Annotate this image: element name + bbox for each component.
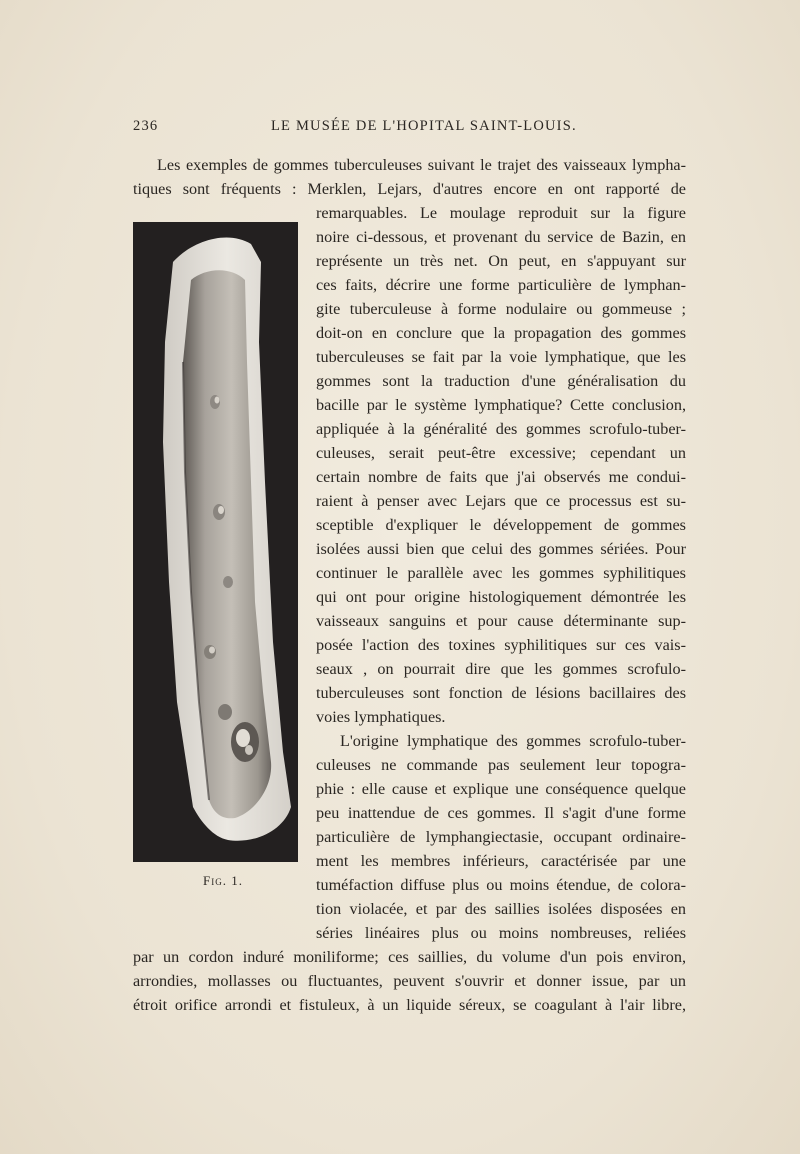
text-line: particulière de lymphangiectasie, occupant ordinaire-: [316, 828, 686, 846]
text-line: représente un très net. On peut, en s'appuyant sur: [316, 252, 686, 270]
text-line: tiques sont fréquents : Merklen, Lejars, d'autres encore en ont rapporté de: [133, 180, 686, 198]
text-line: séries linéaires plus ou moins nombreuses, reliées: [316, 924, 686, 942]
text-line: tuméfaction diffuse plus ou moins étendue, de colora-: [316, 876, 686, 894]
running-head: LE MUSÉE DE L'HOPITAL SAINT-LOUIS.: [271, 118, 577, 134]
text-line: culeuses ne commande pas seulement leur topogra-: [316, 756, 686, 774]
text-line: culeuses, serait peut-être excessive; cependant un: [316, 444, 686, 462]
text-line: ces faits, décrire une forme particulière de lymphan-: [316, 276, 686, 294]
text-line: arrondies, mollasses ou fluctuantes, peuvent s'ouvrir et donner issue, par un: [133, 972, 686, 990]
page-number: 236: [133, 118, 159, 134]
text-line: tuberculeuses sont fonction de lésions bacillaires des: [316, 684, 686, 702]
text-line: remarquables. Le moulage reproduit sur la figure: [316, 204, 686, 222]
text-line: qui ont pour origine histologiquement démontrée les: [316, 588, 686, 606]
text-line: étroit orifice arrondi et fistuleux, à un liquide séreux, se coagulant à l'air libre,: [133, 996, 686, 1014]
text-line: posée l'action des toxines syphilitiques sur ces vais-: [316, 636, 686, 654]
text-line: tion violacée, et par des saillies isolées disposées en: [316, 900, 686, 918]
text-line: L'origine lymphatique des gommes scrofulo-tuber-: [340, 732, 686, 750]
text-line: phie : elle cause et explique une conséquence quelque: [316, 780, 686, 798]
text-line: bacille par le système lymphatique? Cette conclusion,: [316, 396, 686, 414]
limb-moulage-image: [133, 222, 298, 862]
text-line: continuer le parallèle avec les gommes syphilitiques: [316, 564, 686, 582]
text-line: ment les membres inférieurs, caractérisée par une: [316, 852, 686, 870]
text-line: certain nombre de faits que j'ai observés me condui-: [316, 468, 686, 486]
text-line: appliquée à la généralité des gommes scrofulo-tuber-: [316, 420, 686, 438]
text-line: vaisseaux sanguins et pour cause déterminante sup-: [316, 612, 686, 630]
figure-photograph: [133, 222, 298, 862]
text-line: Les exemples de gommes tuberculeuses suivant le trajet des vaisseaux lympha-: [157, 156, 686, 174]
text-line: raient à penser avec Lejars que ce processus est su-: [316, 492, 686, 510]
text-line: doit-on en conclure que la propagation des gommes: [316, 324, 686, 342]
text-line: voies lymphatiques.: [316, 708, 446, 726]
text-line: tuberculeuses se fait par la voie lymphatique, que les: [316, 348, 686, 366]
text-line: gite tuberculeuse à forme nodulaire ou gommeuse ;: [316, 300, 686, 318]
text-line: peu inattendue de ces gommes. Il s'agit d'une forme: [316, 804, 686, 822]
text-line: sceptible d'expliquer le développement de gommes: [316, 516, 686, 534]
text-line: seaux , on pourrait dire que les gommes scrofulo-: [316, 660, 686, 678]
text-line: noire ci-dessous, et provenant du service de Bazin, en: [316, 228, 686, 246]
page-header: [133, 118, 686, 138]
text-line: par un cordon induré moniliforme; ces saillies, du volume d'un pois environ,: [133, 948, 686, 966]
text-line: gommes sont la traduction d'une généralisation du: [316, 372, 686, 390]
figure-caption: Fig. 1.: [203, 873, 243, 888]
text-line: isolées aussi bien que celui des gommes sériées. Pour: [316, 540, 686, 558]
